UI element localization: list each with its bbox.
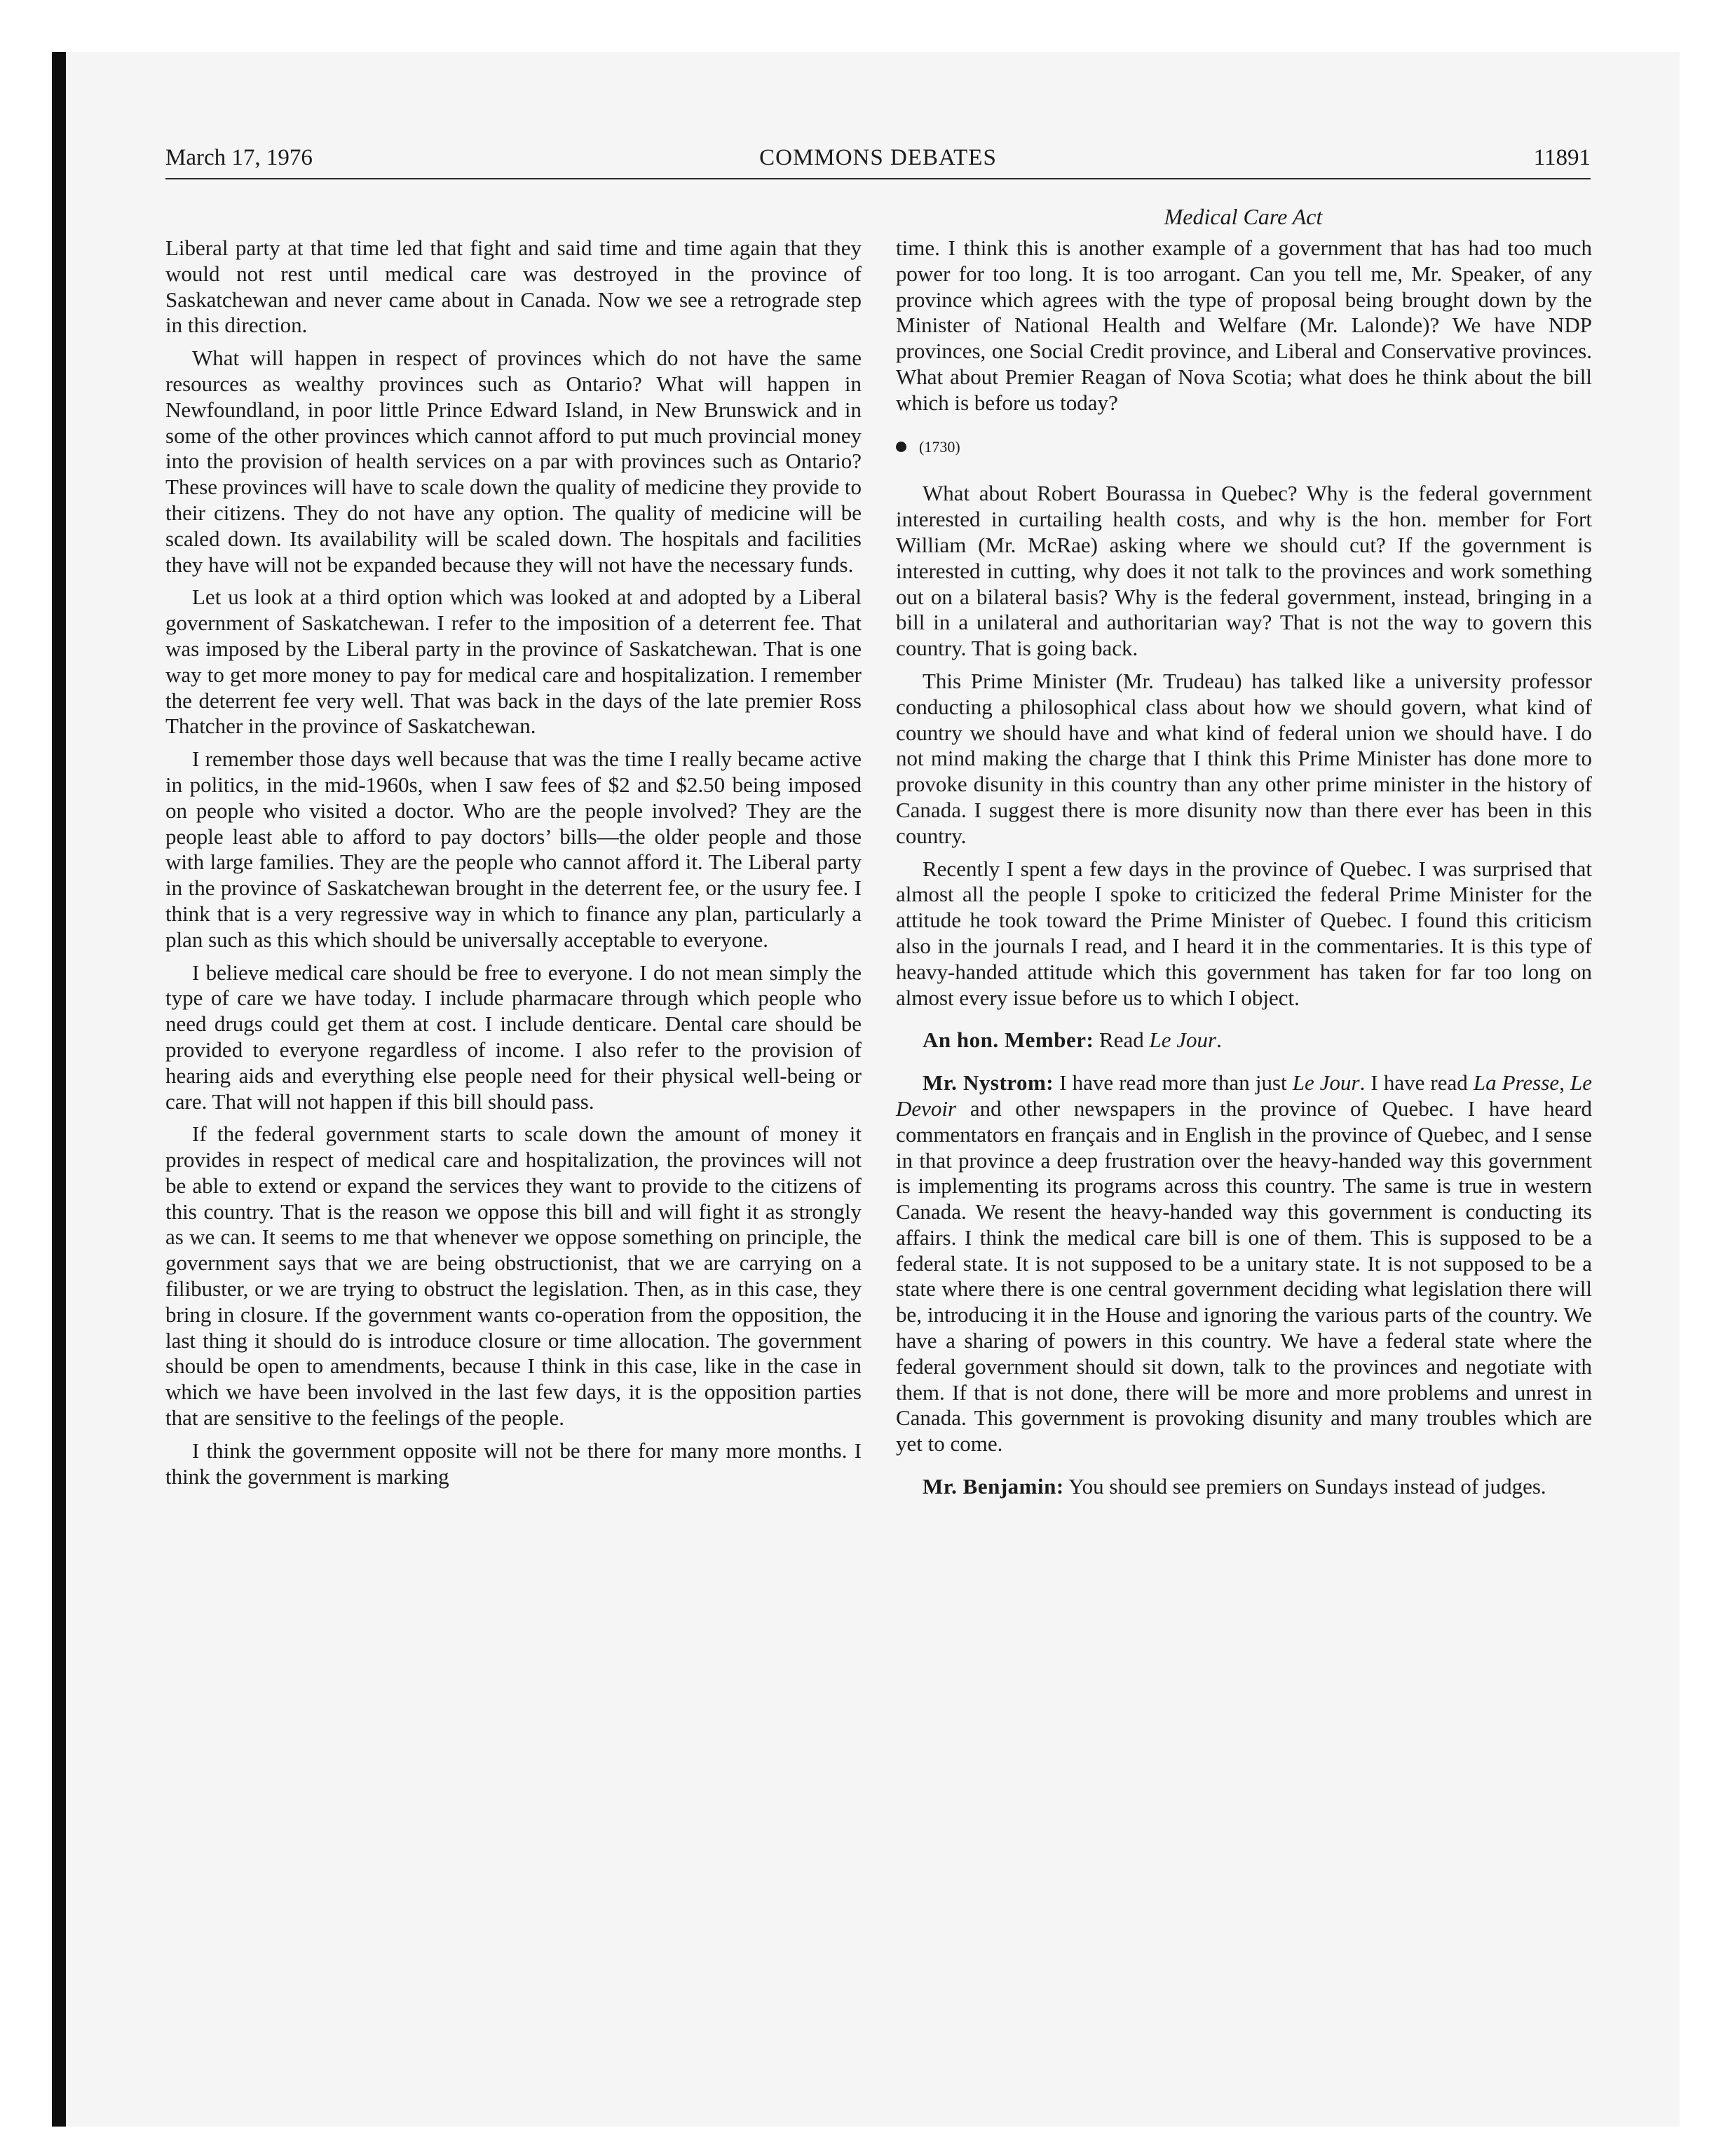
speech-text: ,: [1559, 1070, 1571, 1096]
speech-text: and other newspapers in the province of Quebec. I have heard commentators en français and in English in the province of Quebec, and I sense in that province a deep frustration over the heavy-handed way this government is implementing its programs across this country. The same is true in western Canada. We resent the heavy-handed way this government is conducting its affairs. I think the medical care bill is one of them. This is supposed to be a federal state. It is not supposed to be a unitary state. It is not supposed to be a state where there is one central government deciding what legislation there will be, introducing it in the House and ignoring the various parts of the country. We have a sharing of powers in this country. We have a federal state where the federal government should sit down, talk to the provinces and negotiate with them. If that is not done, there will be more and more problems and unrest in Canada. This government is provoking disunity and many troubles which are yet to come.: [896, 1096, 1592, 1456]
paragraph: I think the government opposite will not be there for many more months. I think the government is marking: [165, 1438, 862, 1489]
paragraph: If the federal government starts to scale down the amount of money it provides in respect of medical care and hospitalization, the provinces will not be able to extend or expand the services they want to provide to the citizens of this country. That is the reason we oppose this bill and will fight it as strongly as we can. It seems to me that whenever we oppose something on principle, the government says that we are being obstructionist, that we are carrying on a filibuster, or we are trying to obstruct the legislation. Then, as in this case, they bring in closure. If the government wants co-operation from the opposition, the last thing it should do is introduce closure or time allocation. The government should be open to amendments, because I think in this case, like in the case in which we have been involved in the last few days, it is the opposition parties that are sensitive to the feelings of the people.: [165, 1121, 862, 1431]
paragraph: time. I think this is another example of a government that has had too much power for too long. It is too arrogant. Can you tell me, Mr. Speaker, of any province which agrees with the type of proposal being brought down by the Minister of National Health and Welfare (Mr. Lalonde)? We have NDP provinces, one Social Credit province, and Liberal and Conservative provinces. What about Premier Reagan of Nova Scotia; what does he think about the bill which is before us today?: [896, 236, 1592, 415]
speech-text: .: [1216, 1028, 1222, 1053]
left-column: [165, 236, 862, 1496]
paragraph: I remember those days well because that was the time I really became active in politics, in the mid-1960s, when I saw fees of $2 and $2.50 being imposed on people who visited a doctor. Who are the people involved? They are the people least able to afford to pay doctors’ bills—the older people and those with large families. They are the people who cannot afford it. The Liberal party in the province of Saskatchewan brought in the deterrent fee, or the usury fee. I think that is a very regressive way in which to finance any plan, particularly a plan such as this which should be universally acceptable to everyone.: [165, 746, 862, 952]
header-title: COMMONS DEBATES: [759, 145, 997, 170]
paragraph: What will happen in respect of provinces which do not have the same resources as wealthy provinces such as Ontario? What will happen in Newfoundland, in poor little Prince Edward Island, in New Brunswick and in some of the other provinces which cannot afford to put much provincial money into the provision of health services on a par with provinces such as Ontario? These provinces will have to scale down the quality of medicine they provide to their citizens. They do not have any option. The quality of medicine will be scaled down. Its availability will be scaled down. The hospitals and facilities they have will not be expanded because they will not have the necessary funds.: [165, 346, 862, 577]
bullet-icon: [896, 442, 906, 452]
paragraph: I believe medical care should be free to everyone. I do not mean simply the type of care we have today. I include pharmacare through which people who need drugs could get them at cost. I include denticare. Dental care should be provided to everyone regardless of income. I also refer to the provision of hearing aids and everything else people need for their physical well-being or care. That will not happen if this bill should pass.: [165, 960, 862, 1114]
speaker-name: An hon. Member:: [923, 1028, 1094, 1053]
newspaper-title: Le Jour: [1149, 1028, 1217, 1053]
paragraph: What about Robert Bourassa in Quebec? Why is the federal government interested in curtailing health costs, and why is the hon. member for Fort William (Mr. McRae) asking where we should cut? If the government is interested in cutting, why does it not talk to the provinces and work something out on a bilateral basis? Why is the federal government, instead, bringing in a bill in a unilateral and authoritarian way? That is not the way to govern this country. That is going back.: [896, 481, 1592, 661]
speech-text: You should see premiers on Sundays instead of judges.: [1068, 1474, 1546, 1499]
speech-an-hon-member: [896, 1028, 1592, 1053]
running-head: Medical Care Act: [1164, 204, 1323, 229]
speaker-name: Mr. Benjamin:: [923, 1474, 1064, 1499]
header-rule: [165, 178, 1591, 179]
newspaper-title: Le Jour: [1292, 1070, 1360, 1096]
newspaper-title: Le Devoir: [896, 1070, 1593, 1121]
paragraph: Liberal party at that time led that fight and said time and time again that they would not rest until medical care was destroyed in the province of Saskatchewan and never came about in Canada. Now we see a retrograde step in this direction.: [165, 236, 862, 338]
header-date: March 17, 1976: [165, 145, 313, 170]
paragraph: This Prime Minister (Mr. Trudeau) has talked like a university professor conducting a philosophical class about how we should govern, what kind of country we should have and what kind of federal union we should have. I do not mind making the charge that I think this Prime Minister has done more to provoke disunity in this country than any other prime minister in the history of Canada. I suggest there is more disunity now than there ever has been in this country.: [896, 668, 1592, 848]
speech-mr-benjamin: [896, 1474, 1592, 1500]
scan-edge: [52, 52, 66, 2127]
speech-text: I have read more than just: [1059, 1070, 1293, 1096]
newspaper-title: La Presse: [1473, 1070, 1560, 1096]
speaker-name: Mr. Nystrom:: [923, 1070, 1054, 1096]
time-marker: [896, 435, 1592, 460]
paragraph: Recently I spent a few days in the province of Quebec. I was surprised that almost all the people I spoke to criticized the federal Prime Minister for the attitude he took toward the Prime Minister of Quebec. I found this criticism also in the journals I read, and I heard it in the commentaries. It is this type of heavy-handed attitude which this government has taken for far too long on almost every issue before us to which I object.: [896, 856, 1592, 1010]
paragraph: Let us look at a third option which was looked at and adopted by a Liberal government of Saskatchewan. I refer to the imposition of a deterrent fee. That was imposed by the Liberal party in the province of Saskatchewan. That is one way to get more money to pay for medical care and hospitalization. I remember the deterrent fee very well. That was back in the days of the late premier Ross Thatcher in the province of Saskatchewan.: [165, 585, 862, 739]
speech-text: . I have read: [1359, 1070, 1474, 1096]
right-column: [896, 236, 1592, 1507]
speech-text: Read: [1099, 1028, 1150, 1053]
page-header: [165, 139, 1591, 177]
time-marker-label: (1730): [919, 437, 960, 456]
page-number: 11891: [1533, 145, 1591, 170]
speech-mr-nystrom: [896, 1070, 1592, 1457]
